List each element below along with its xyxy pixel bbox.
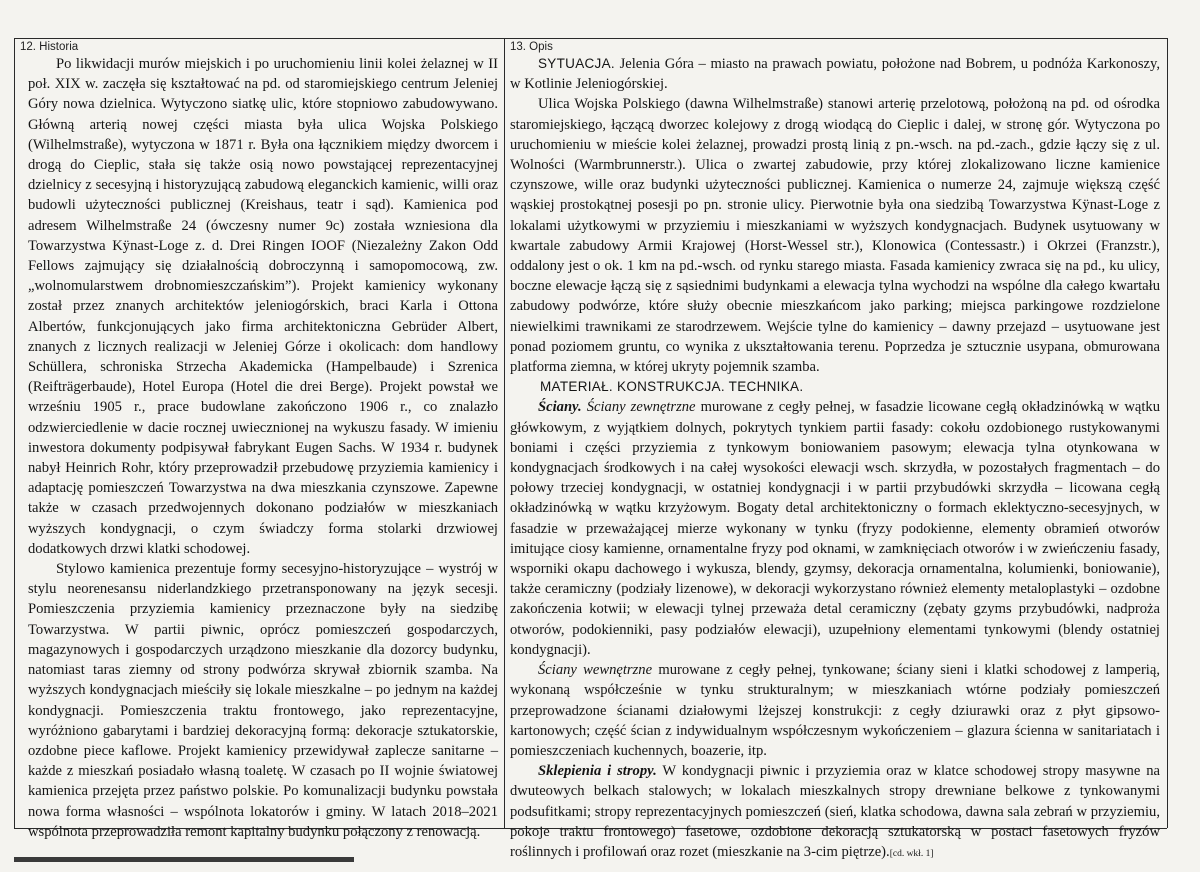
description-label: 13. Opis [510, 41, 553, 53]
frame-top-line [14, 38, 1167, 39]
frame-left-line [14, 38, 15, 828]
frame-right-line [1167, 38, 1168, 828]
scan-edge-bar [14, 857, 354, 862]
walls-label: Ściany. [538, 399, 582, 416]
description-column [510, 40, 1160, 864]
walls-outer-paragraph [510, 397, 1160, 660]
situation-heading: SYTUACJA. [538, 56, 615, 71]
history-paragraph-2: Stylowo kamienica prezentuje formy secesyjno-historyzujące – wystrój w stylu neorenesansu niderlandzkiego przetransponowany na język secesji. Pomieszczenia przyziemia kamienicy przeznaczone były na siedzibę Towarzystwa. W partii piwnic, oprócz pomieszczeń gospodarczych, magazynowych i gospodarczych urządzono mieszkanie dla dozorcy budynku, natomiast taras ziemny od strony podwórza skrywał zbiornik szamba. Na wyższych kondygnacjach mieściły się lokale mieszkalne – po jednym na każdej kondygnacji. Pomieszczenia traktu frontowego, jako reprezentacyjne, wyróżniono gabarytami i bardziej dekoracyjną formą: dekoracje sztukatorskie, ozdobne piece kaflowe. Projekt kamienicy przewidywał zaplecze sanitarne – każde z mieszkań posiadało własną toaletę. W czasach po II wojnie światowej kamienica przejęta przez państwo polskie. Po komunalizacji budynku powstała nowa forma własności – wspólnota lokatorów i gminy. W latach 2018–2021 wspólnota przeprowadziła remont kapitalny budynku połączony z renowacją. [28, 561, 498, 840]
ceilings-text: W kondygnacji piwnic i przyziemia oraz w klatce schodowej stropy masywne na dwuteowych belkach stalowych; w lokalach mieszkalnych stropy drewniane belkowe z tynkowanymi podsufitkami; stropy reprezentacyjnych pomieszczeń (sień, klatka schodowa, dawna sala zebrań w przyziemiu, pokoje traktu frontowego) fasetowe, ozdobione dekoracją sztukatorską w postaci fasetowych fryzów roślinnych i profilowań oraz rozet (mieszkanie na 3-cim piętrze). [510, 763, 1161, 860]
history-paragraph-1: Po likwidacji murów miejskich i po uruchomieniu linii kolei żelaznej w II poł. XIX w. zaczęła się kształtować na pd. od staromiejskiego centrum Jeleniej Góry nowa dzielnica. Wytyczono siatkę ulic, które stopniowo zabudowywano. Główną arterią nowej części miasta była ulica Wojska Polskiego (Wilhelmstraße), wytyczona w 1871 r. Była ona łącznikiem między dworcem i drogą do Cieplic, stała się także osią nowo powstającej reprezentacyjnej dzielnicy z secesyjną i historyzującą zabudową eleganckich kamienic, willi oraz budowli użyteczności publicznej (Kreishaus, teatr i sąd). Kamienica pod adresem Wilhelmstraße 24 (ówczesny numer 9c) została wzniesiona dla Towarzystwa Kÿnast-Loge z. d. Drei Ringen IOOF (Niezależny Zakon Odd Fellows zajmujący się działalnością dobroczynną i samopomocową, zw. „wolnomularstwem drobnomieszczańskim”). Projekt kamienicy wykonany został przez znanych architektów jeleniogórskich, braci Karla i Ottona Albertów, funkcjonujących jako firma architektoniczna Gebrüder Albert, znanych z licznych realizacji w Jeleniej Górze i okolicach: dom handlowy Schüllera, schroniska Strzecha Akademicka (Hampelbaude) i Szrenica (Reifträgerbaude), Hotel Europa (Hotel die drei Berge). Projekt powstał we wrześniu 1905 r., prace budowlane zakończono 1906 r., co znalazło odzwierciedlenie w dacie rocznej uwiecznionej na wykuszu fasady. W imieniu inwestora dokumenty podpisywał fabrykant Eugen Sachs. W 1934 r. budynek nabył Heinrich Rohr, który przeprowadził przebudowę przyziemia kamienicy i adaptację pomieszczeń Towarzystwa na dwa mieszkania czynszowe. Zapewne także w czasach przedwojennych dokonano podziałów w mieszkaniach wyższych kondygnacji, o czym świadczy forma stolarki drzwiowej dodatkowych drzwi klatki schodowej. [28, 56, 498, 557]
walls-inner-label: Ściany wewnętrzne [538, 662, 653, 679]
walls-inner-paragraph [510, 660, 1160, 761]
ceilings-label: Sklepienia i stropy. [538, 763, 657, 780]
situation-paragraph-2: Ulica Wojska Polskiego (dawna Wilhelmstraße) stanowi arterię przelotową, położoną na pd. od ośrodka staromiejskiego, łączącą dworzec kolejowy z drogą wiodącą do Cieplic i dalej, w stronę gór. Wytyczona po uruchomieniu w mieście kolei żelaznej, prowadzi prostą linią z pn.-wsch. na pd.-zach., gdzie łączy się z ul. Wolności (Warmbrunnerstr.). Ulica o zwartej zabudowie, przy której zlokalizowano liczne kamienice czynszowe, wille oraz budynki użyteczności publicznej. Kamienica o numerze 24, zajmuje większą część wąskiej prostokątnej posesji po pn. stronie ulicy. Pierwotnie była ona siedzibą Towarzystwa Kÿnast-Loge z lokalami użytkowymi w przyziemiu i mieszkaniami w wyższych kondygnacjach. Budynek usytuowany w kwartale zabudowy Armii Krajowej (Horst-Wessel str.), Klonowica (Contessastr.) i Okrzei (Franzstr.), oddalony jest o ok. 1 km na pd.-wsch. od rynku starego miasta. Fasada kamienicy zwraca się na pd., ku ulicy, boczne elewacje łączą się z sąsiednimi budynkami a elewacja tylna wychodzi na wspólne dla całego kwartału zabudowy podwórze, które służy obecnie mieszkańcom jako parking; miejsca parkingowe rozdzielone niewielkimi trawnikami ze starodrzewem. Wejście tylne do kamienicy – dawny przejazd – usytuowane jest ponad poziomem gruntu, co wynika z ukształtowania terenu. Poprzedza je sztucznie usypana, obmurowana platforma ziemna, w której ukryty pojemnik szamba. [510, 96, 1160, 376]
material-heading: MATERIAŁ. KONSTRUKCJA. TECHNIKA. [540, 379, 804, 395]
history-label: 12. Historia [20, 41, 79, 53]
situation-paragraph-1 [510, 54, 1160, 94]
walls-outer-text: murowane z cegły pełnej, w fasadzie licowane cegłą okładzinówką w wątku główkowym, z wyjątkiem dolnych, pokrytych tynkiem partii fasady: cokołu ozdobionego rustykowanymi boniami i części przyziemia z tynkowym boniowaniem pasowym; elewacja tylna otynkowana w kondygnacjach środkowych i na całej wysokości elewacji wsch. skrzydła, w pozostałych fragmentach – do połowy trzeciej kondygnacji, w ostatniej kondygnacji i w partii przybudówki skrzydła – licowana cegłą okładzinówką w wątku krzyżowym. Bogaty detal architektoniczny o formach eklektyczno-secesyjnych, w fasadzie w przeważającej mierze wykonany w tynku (fryzy podokienne, elementy obramień otworów imitujące ciosy kamienne, ornamentalne fryzy pod oknami, w zamknięciach otworów i w zwieńczeniu fasady, wsporniki okapu dachowego i wykusza, blendy, gzymsy, dekoracja ornamentalna, kolumienki, boniowanie), także ceramiczny (podziały lizenowe), w dekoracji wykorzystano również elementy metaloplastyki – ozdobne zakończenia kotwii; w elewacji tylnej przeważa detal ceramiczny (zębaty gzyms przybudówki, nadproża otworów, podokienniki, pasy podziałów elewacji), uzupełniony elementami tynkowymi (blendy ostatniej kondygnacji). [510, 399, 1160, 658]
walls-inner-text: murowane z cegły pełnej, tynkowane; ściany sieni i klatki schodowej z lamperią, wykonaną współcześnie w tynku strukturalnym; w mieszkaniach wtórne podziały pomieszczeń przeprowadzone ścianami działowymi lżejszej konstrukcji: z cegły dziurawki oraz z płyt gipsowo-kartonowych; część ścian z indywidualnym współczesnym wykończeniem – glazura ścienna w sanitariatach i pomieszczeniach kuchennych, boazerie, itp. [510, 662, 1160, 759]
column-divider [504, 38, 505, 828]
walls-outer-label: Ściany zewnętrzne [586, 399, 696, 416]
history-column [20, 40, 498, 842]
situation-text-1: Jelenia Góra – miasto na prawach powiatu, położone nad Bobrem, u podnóża Karkonoszy, w Kotlinie Jeleniogórskiej. [510, 56, 1160, 93]
continuation-note: [cd. wkł. 1] [889, 848, 934, 859]
ceilings-paragraph [510, 761, 1160, 864]
